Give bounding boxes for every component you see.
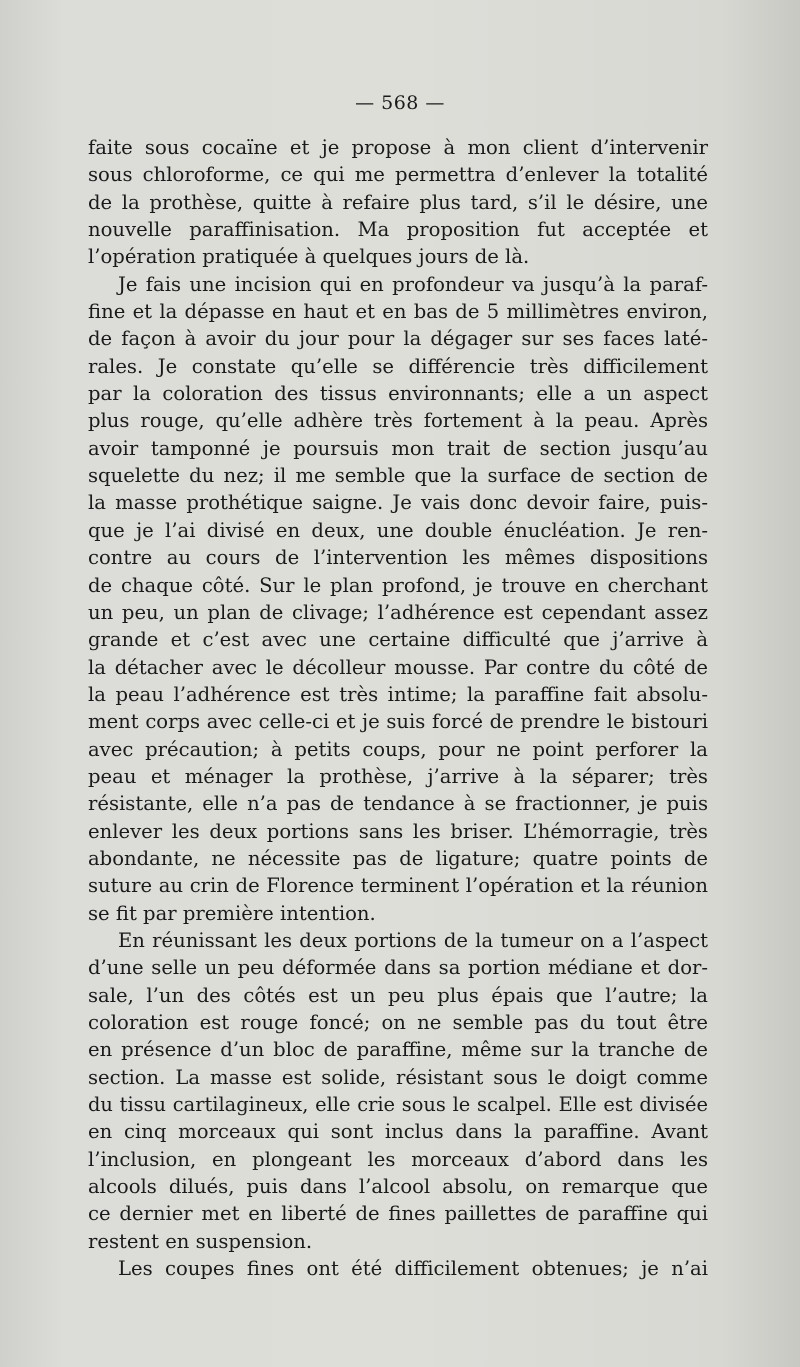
text-line: de chaque côté. Sur le plan profond, je trouve en cherchant (88, 573, 708, 597)
text-line: nouvelle paraffinisation. Ma proposition fut acceptée et (88, 218, 708, 242)
text-line: suture au crin de Florence terminent l’opération et la réunion (88, 874, 708, 898)
text-line: abondante, ne nécessite pas de ligature; quatre points de (88, 846, 708, 870)
text-line: coloration est rouge foncé; on ne semble pas du tout être (88, 1011, 708, 1034)
text-line: squelette du nez; il me semble que la surface de section de (88, 464, 708, 488)
page-number: — 568 — (355, 92, 445, 114)
text-line: de la prothèse, quitte à refaire plus tard, s’il le désire, une (88, 190, 708, 214)
text-line: en cinq morceaux qui sont inclus dans la paraffine. Avant (88, 1120, 708, 1144)
text-line: En réunissant les deux portions de la tumeur on a l’aspect (118, 928, 708, 952)
text-line: se fit par première intention. (88, 901, 376, 925)
text-line: contre au cours de l’intervention les mêmes dispositions (88, 546, 708, 570)
text-line: en présence d’un bloc de paraffine, même sur la tranche de (88, 1038, 708, 1062)
text-line: un peu, un plan de clivage; l’adhérence est cependant assez (88, 600, 708, 624)
text-line: de façon à avoir du jour pour la dégager sur ses faces laté- (88, 327, 708, 351)
text-line: avec précaution; à petits coups, pour ne point perforer la (88, 737, 708, 761)
text-line: du tissu cartilagineux, elle crie sous le scalpel. Elle est divisée (88, 1093, 708, 1117)
text-line: d’une selle un peu déformée dans sa portion médiane et dor- (88, 956, 708, 980)
text-line: la détacher avec le décolleur mousse. Par contre du côté de (88, 655, 708, 679)
text-line: alcools dilués, puis dans l’alcool absolu, on remarque que (88, 1175, 708, 1199)
text-line: plus rouge, qu’elle adhère très fortement à la peau. Après (88, 409, 708, 433)
body-text (88, 134, 708, 1282)
text-line: avoir tamponné je poursuis mon trait de section jusqu’au (88, 436, 708, 460)
text-line: Les coupes fines ont été difficilement obtenues; je n’ai (118, 1257, 708, 1281)
text-line: la peau l’adhérence est très intime; la paraffine fait absolu- (88, 682, 708, 706)
text-line: rales. Je constate qu’elle se différencie très difficilement (88, 354, 708, 378)
text-line: section. La masse est solide, résistant sous le doigt comme (88, 1065, 708, 1089)
text-line: sale, l’un des côtés est un peu plus épais que l’autre; la (88, 983, 708, 1007)
text-line: l’inclusion, en plongeant les morceaux d’abord dans les (88, 1147, 708, 1171)
text-line: faite sous cocaïne et je propose à mon client d’intervenir (88, 136, 708, 159)
text-line: grande et c’est avec une certaine difficulté que j’arrive à (88, 628, 708, 652)
text-line: restent en suspension. (88, 1229, 313, 1253)
text-line: peau et ménager la prothèse, j’arrive à la séparer; très (88, 764, 708, 788)
text-line: enlever les deux portions sans les briser. L’hémorragie, très (88, 819, 708, 843)
text-line: ment corps avec celle-ci et je suis forcé de prendre le bistouri (88, 710, 708, 734)
text-line: résistante, elle n’a pas de tendance à se fractionner, je puis (88, 792, 708, 816)
text-line: sous chloroforme, ce qui me permettra d’enlever la totalité (88, 163, 708, 187)
text-line: la masse prothétique saigne. Je vais donc devoir faire, puis- (88, 491, 708, 515)
text-line: ce dernier met en liberté de fines paillettes de paraffine qui (88, 1202, 708, 1226)
text-line: Je fais une incision qui en profondeur va jusqu’à la paraf- (118, 272, 708, 296)
text-line: par la coloration des tissus environnants; elle a un aspect (88, 382, 708, 406)
text-line: fine et la dépasse en haut et en bas de 5 millimètres environ, (88, 300, 708, 324)
text-line: l’opération pratiquée à quelques jours de là. (88, 245, 530, 269)
text-line: que je l’ai divisé en deux, une double énucléation. Je ren- (88, 518, 708, 542)
